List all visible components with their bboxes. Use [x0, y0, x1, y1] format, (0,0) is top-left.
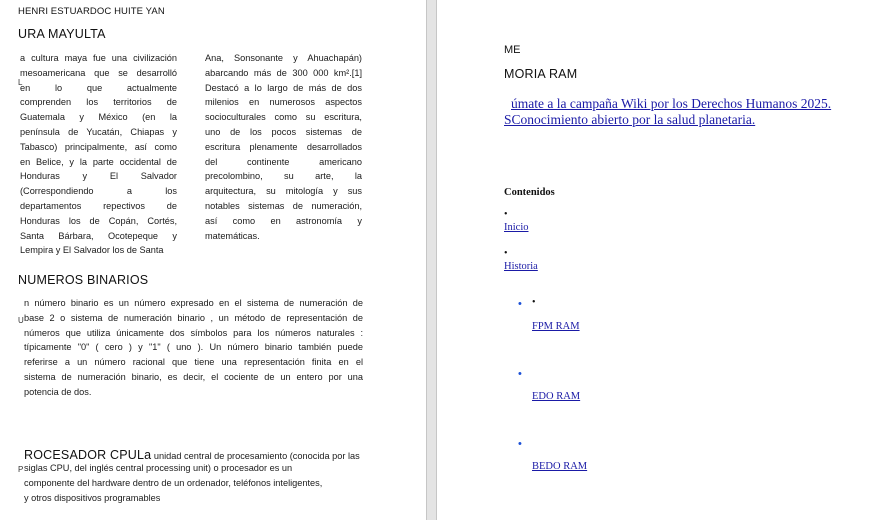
- text-line: península de Yucatán, Chiapas y: [20, 126, 177, 137]
- text-line: abarcando más de 300 000 km².[1]: [205, 67, 362, 78]
- text-column-2: [205, 51, 362, 243]
- text-line: Lempira y El Salvador los de Santa: [20, 245, 164, 256]
- toc-link-historia[interactable]: Historia: [504, 261, 538, 272]
- binary-paragraph: [24, 296, 363, 400]
- text-line: a cultura maya fue una civilización: [20, 53, 177, 63]
- text-line: departamentos repectivos de: [20, 200, 177, 211]
- campaign-link-text: Conocimiento abierto por la salud planetaria.: [511, 112, 756, 127]
- text-line: uno de los pocos sistemas de: [205, 126, 362, 137]
- text-line: Santa Bárbara, Ocotepeque y: [20, 230, 177, 241]
- bullet-icon: •: [504, 248, 508, 259]
- toc-link-inicio[interactable]: Inicio: [504, 222, 529, 233]
- sub-link-edo-ram[interactable]: EDO RAM: [532, 391, 581, 402]
- text-column-1: [20, 51, 177, 258]
- text-line: referirse a un número racional que tiene una representación finita en el: [24, 357, 363, 368]
- text-line: milenios en numerosos aspectos: [205, 97, 362, 108]
- processor-paragraph: [24, 461, 363, 505]
- text-line: del continente americano: [205, 156, 362, 167]
- text-line: en lo que actualmente: [20, 82, 177, 93]
- processor-intro: unidad central de procesamiento (conocida por las: [151, 451, 360, 461]
- text-line: socioculturales como su escritura,: [205, 112, 362, 123]
- text-line: n número binario es un número expresado en el sistema de numeración de: [24, 298, 363, 308]
- blue-bullet-icon: •: [518, 368, 522, 380]
- text-line: siglas CPU, del inglés central processing unit) o procesador es un: [24, 463, 293, 473]
- text-line: mesoamericana que se desarrolló: [20, 67, 177, 78]
- text-line: base 2 o sistema de numeración binario , un método de representación de: [24, 312, 363, 323]
- text-line: arquitectura, su mitología y sus: [205, 186, 362, 197]
- page-title-memoria-ram: MORIA RAM: [504, 67, 578, 81]
- text-line: matemáticas.: [205, 230, 260, 241]
- text-line: escritura plenamente desarrollados: [205, 141, 362, 152]
- section-title-cultura-maya: URA MAYULTA: [18, 27, 106, 41]
- blue-bullet-icon: •: [518, 298, 522, 310]
- text-line: típicamente "0" ( cero ) y "1" ( uno ). Un número binario también puede: [24, 342, 363, 353]
- campaign-dropcap: S: [504, 112, 512, 127]
- bullet-icon: •: [504, 209, 508, 220]
- text-line: y otros dispositivos programables: [24, 492, 161, 503]
- text-line: componente del hardware dentro de un ordenador, teléfonos inteligentes,: [24, 477, 323, 488]
- text-line: Honduras los de Copán, Cortés,: [20, 215, 177, 226]
- section-title-numeros-binarios: NUMEROS BINARIOS: [18, 273, 149, 287]
- dropcap-p: P: [18, 465, 24, 474]
- contents-heading: Contenidos: [504, 187, 555, 198]
- page-divider: [426, 0, 427, 520]
- text-line: Tabasco) principalmente, así como: [20, 141, 177, 152]
- campaign-link-2[interactable]: [504, 112, 755, 128]
- campaign-link[interactable]: úmate a la campaña Wiki por los Derechos Humanos 2025.: [511, 96, 832, 111]
- section-title-procesador: ROCESADOR CPULa: [24, 448, 152, 462]
- text-line: potencia de dos.: [24, 386, 92, 397]
- text-line: así como en astronomía y: [205, 215, 362, 226]
- sub-link-bedo-ram[interactable]: BEDO RAM: [532, 461, 588, 472]
- blue-bullet-icon: •: [518, 438, 522, 450]
- document-page-left: [0, 0, 426, 520]
- bullet-icon: •: [532, 297, 536, 308]
- text-line: sistema de numeración binario, es decir, el cociente de un entero por una: [24, 371, 363, 382]
- heading-me: ME: [504, 44, 521, 56]
- dropcap-l: L: [18, 78, 23, 87]
- text-line: precolombino, su arte, la: [205, 171, 362, 182]
- text-line: Honduras y El Salvador: [20, 171, 177, 182]
- text-line: en Belice, y la parte occidental de: [20, 156, 177, 167]
- dropcap-u: U: [18, 316, 24, 325]
- text-line: números que utiliza únicamente dos símbolos para los números naturales :: [24, 327, 363, 338]
- text-line: notables sistemas de numeración,: [205, 200, 362, 211]
- text-line: Ana, Sonsonante y Ahuachapán): [205, 53, 362, 63]
- text-line: comprenden los territorios de: [20, 97, 177, 108]
- document-page-right: [437, 0, 881, 520]
- text-line: Guatemala y México (en la: [20, 112, 177, 123]
- author-name: HENRI ESTUARDOC HUITE YAN: [18, 6, 165, 17]
- text-line: Destacó a lo largo de más de dos: [205, 82, 362, 93]
- sub-link-fpm-ram[interactable]: FPM RAM: [532, 321, 580, 332]
- text-line: (Correspondiendo a los: [20, 186, 177, 197]
